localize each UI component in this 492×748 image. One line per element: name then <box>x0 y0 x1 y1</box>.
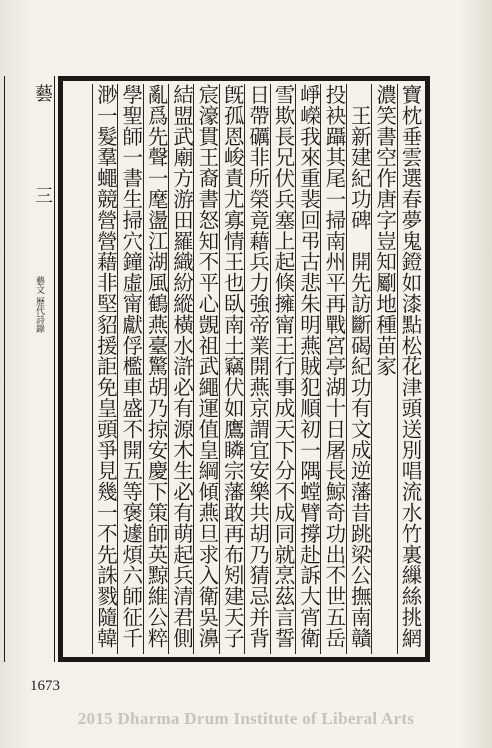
text-column: 濃笑書空作唐字豈知劚地種苗家 <box>371 84 396 654</box>
text-column: 王新建紀功碑 開先訪斷碣紀功有文成逆藩昔跳梁公撫南贛 <box>346 84 371 654</box>
text-column-spacer <box>67 84 92 654</box>
text-column: 日帶礪非所榮竟藉兵力強帝業開燕京謂宜安樂共胡乃猜忌并背 <box>244 84 269 654</box>
text-column: 寶枕垂雲選春夢鬼鐙如漆點松花津頭送別唱流水竹裏繅絲挑網 <box>397 84 422 654</box>
text-column: 亂爲先聲一麾盪江湖風鶴燕臺驚胡乃掠安慶下策師英黥維公粹 <box>143 84 168 654</box>
text-column: 崢嶸我來重裴回弔古悲朱明燕賊犯順初一隅螳臂撐赴訴大宵衛 <box>295 84 320 654</box>
watermark: 2015 Dharma Drum Institute of Liberal Arts <box>77 709 415 728</box>
text-column: 學聖師一書生掃穴鐘虛甯獻俘檻車盛不開五等褒遽煩六師征千 <box>117 84 142 654</box>
text-column: 旣孤恩峻責尤寡情王也臥南土竊伏如鷹瞵宗藩敢再布矧建天子 <box>219 84 244 654</box>
margin-label-small: 藝文 歷代詩錄 <box>34 276 44 333</box>
page-number: 1673 <box>30 678 60 694</box>
text-column: 雪欺長兄伏兵塞上起倏擁甯王行事成天下分不成同就烹茲言誓 <box>270 84 295 654</box>
margin-glyph-mid: 三 <box>32 186 53 204</box>
text-column: 渺一髮羣蠅競營營藉非堅貂援詎免皇頭爭見幾一不先誅戮隨韓 <box>92 84 117 654</box>
text-column: 投袂躡其尾一掃南州平再戰宮亭湖十日屠長鯨奇功出不世五岳 <box>320 84 345 654</box>
margin-title-strip <box>0 76 58 662</box>
text-column: 宸濠貫王裔書怒知不平心覬祖武繩運值皇綱傾燕旦求入衛吳濞 <box>193 84 218 654</box>
text-columns <box>66 84 422 654</box>
text-column: 結盟武廟方游田羅織紛縱橫水滸必有源木生必有萌起兵清君側 <box>168 84 193 654</box>
margin-glyph-top: 藝 <box>32 84 53 102</box>
